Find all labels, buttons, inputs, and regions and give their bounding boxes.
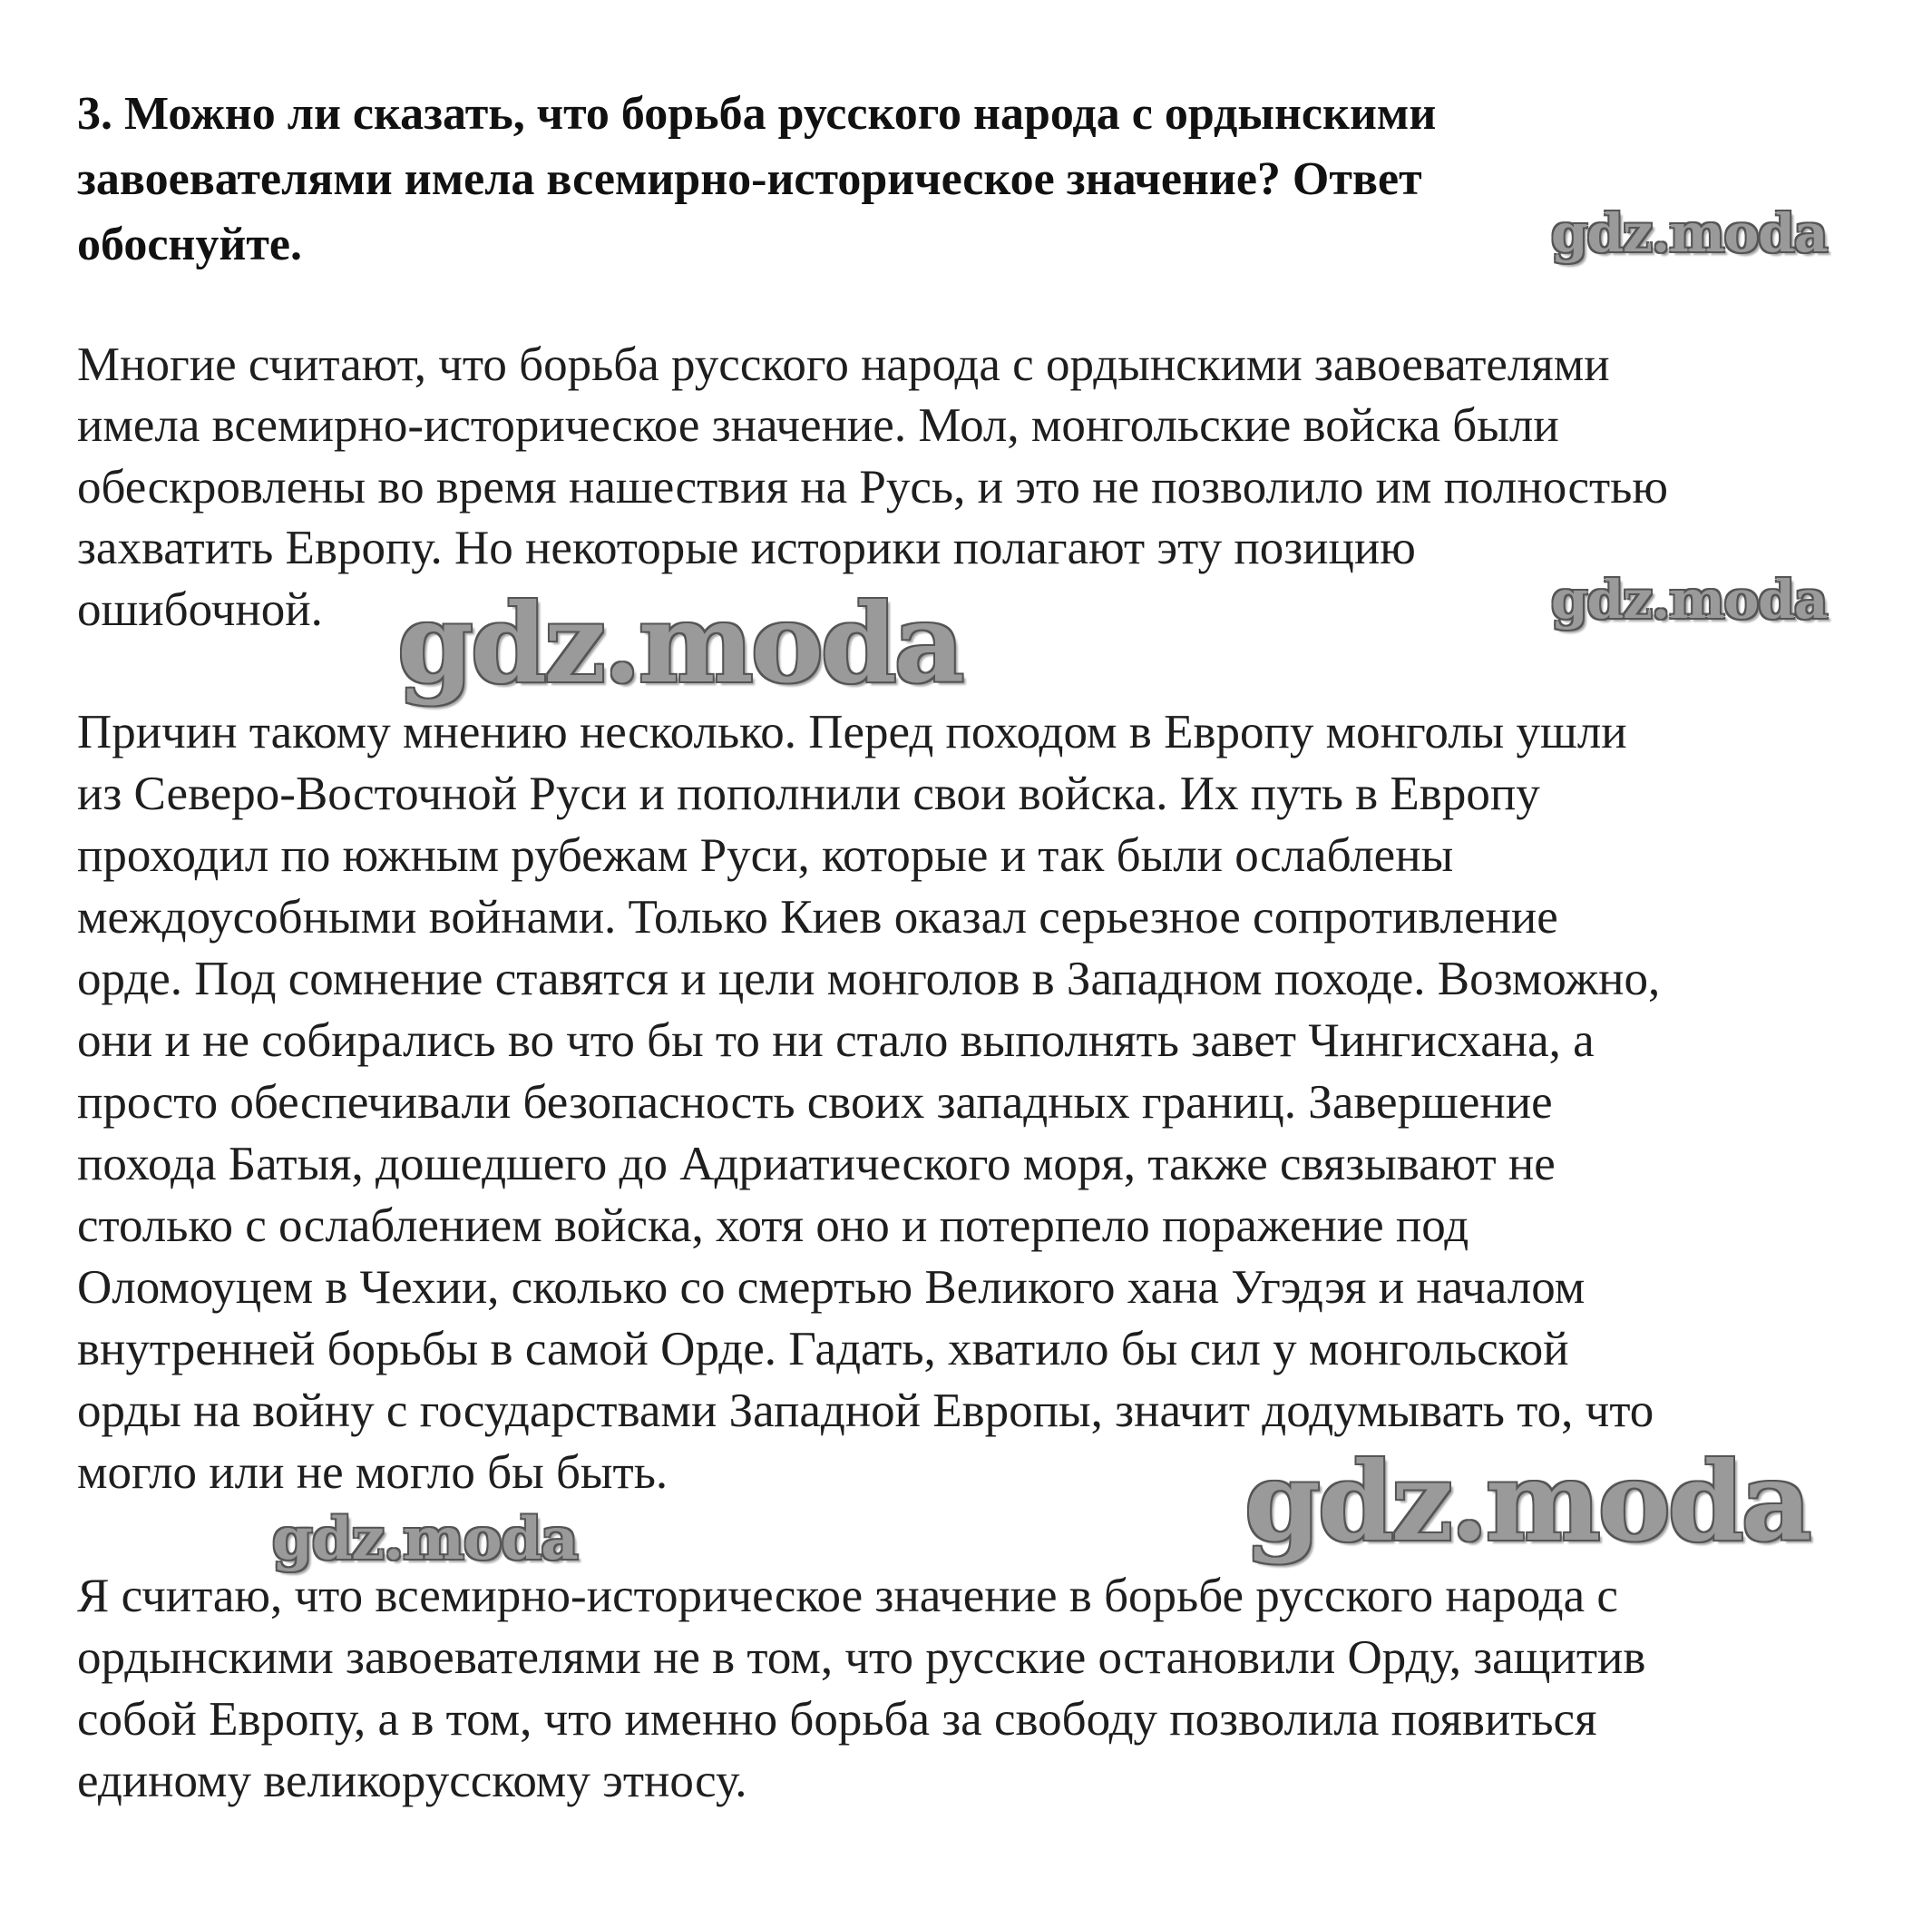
- paragraph3-line-3: собой Европу, а в том, что именно борьба за свободу позволила появиться: [77, 1693, 1597, 1746]
- paragraph3-line-1: Я считаю, что всемирно-историческое значение в борьбе русского народа с: [77, 1570, 1618, 1622]
- watermark-top-right: gdz.moda: [1551, 202, 1828, 264]
- question-line-2: завоевателями имела всемирно-историческое значение? Ответ: [77, 153, 1422, 205]
- paragraph2-line-3: проходил по южным рубежам Руси, которые и так были ослаблены: [77, 829, 1454, 882]
- watermark-bottom-left: gdz.moda: [272, 1505, 578, 1573]
- paragraph2-line-8: похода Батыя, дошедшего до Адриатического моря, также связывают не: [77, 1138, 1556, 1190]
- paragraph1-line-5: ошибочной.: [77, 583, 323, 636]
- question-line-3: обоснуйте.: [77, 219, 302, 270]
- paragraph1-line-2: имела всемирно-историческое значение. Мол, монгольские войска были: [77, 399, 1559, 452]
- paragraph2-line-7: просто обеспечивали безопасность своих западных границ. Завершение: [77, 1076, 1553, 1129]
- paragraph2-line-13: могло или не могло бы быть.: [77, 1446, 668, 1499]
- paragraph2-line-2: из Северо-Восточной Руси и пополнили свои войска. Их путь в Европу: [77, 768, 1540, 820]
- paragraph1-line-4: захватить Европу. Но некоторые историки полагают эту позицию: [77, 522, 1416, 574]
- watermark-middle-right: gdz.moda: [1551, 569, 1828, 631]
- paragraph2-line-10: Оломоуцем в Чехии, сколько со смертью Великого хана Угэдэя и началом: [77, 1261, 1586, 1314]
- paragraph2-line-4: междоусобными войнами. Только Киев оказал серьезное сопротивление: [77, 891, 1558, 944]
- paragraph2-line-12: орды на войну с государствами Западной Европы, значит додумывать то, что: [77, 1385, 1654, 1437]
- paragraph2-line-9: столько с ослаблением войска, хотя оно и потерпело поражение под: [77, 1199, 1469, 1252]
- paragraph3-line-2: ордынскими завоевателями не в том, что русские остановили Орду, защитив: [77, 1631, 1646, 1684]
- paragraph2-line-6: они и не собирались во что бы то ни стало выполнять завет Чингисхана, а: [77, 1014, 1595, 1067]
- watermark-large-right: gdz.moda: [1244, 1438, 1810, 1566]
- paragraph3-line-4: единому великорусскому этносу.: [77, 1755, 747, 1807]
- paragraph2-line-11: внутренней борьбы в самой Орде. Гадать, хватило бы сил у монгольской: [77, 1323, 1569, 1375]
- watermark-large-left: gdz.moda: [397, 580, 962, 708]
- paragraph1-line-3: обескровлены во время нашествия на Русь, и это не позволило им полностью: [77, 461, 1668, 514]
- paragraph2-line-5: орде. Под сомнение ставятся и цели монголов в Западном походе. Возможно,: [77, 953, 1661, 1005]
- question-line-1: 3. Можно ли сказать, что борьба русского народа с ордынскими: [77, 88, 1437, 140]
- paragraph2-line-1: Причин такому мнению несколько. Перед походом в Европу монголы ушли: [77, 706, 1627, 758]
- paragraph1-line-1: Многие считают, что борьба русского народа с ордынскими завоевателями: [77, 338, 1610, 391]
